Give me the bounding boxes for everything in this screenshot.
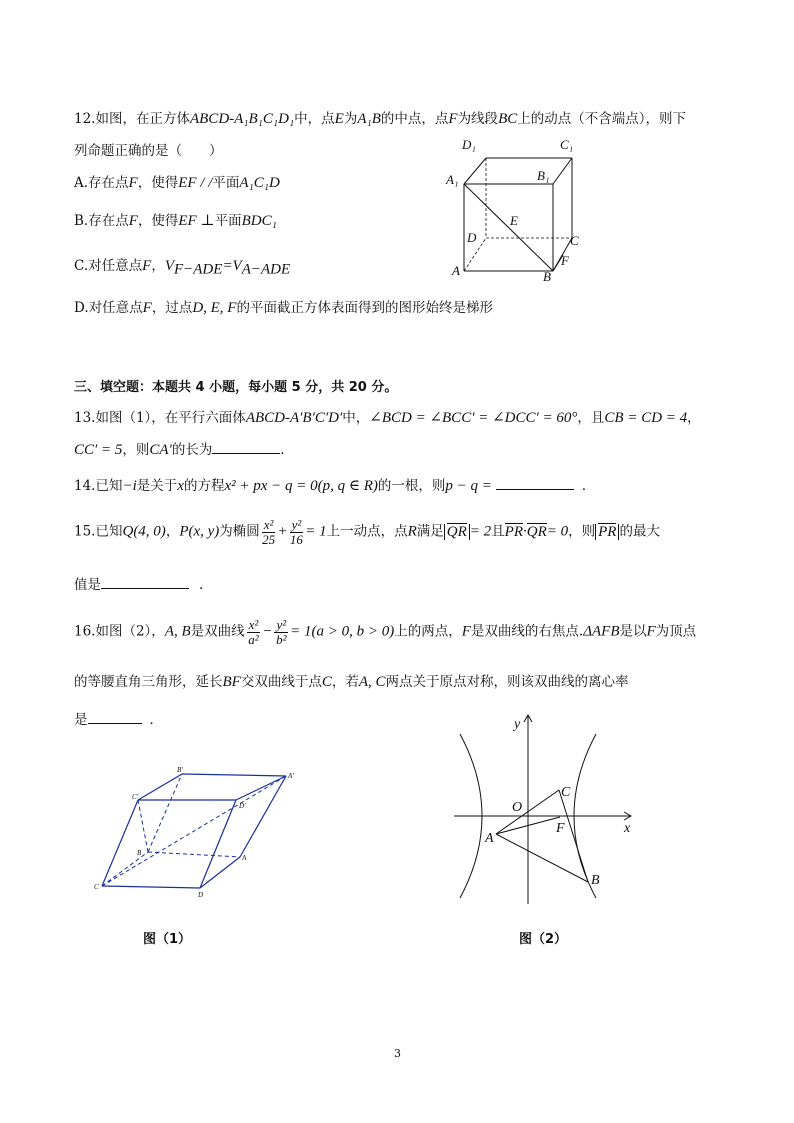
diagonal-ca1 [102, 776, 286, 886]
label-f: F [561, 253, 569, 268]
label-e: E [510, 213, 518, 228]
q12-stem-line2: 列命题正确的是（ ） [74, 143, 223, 159]
label: A [242, 854, 247, 862]
segment-cb [559, 790, 588, 882]
q15-line2: 值是 ． [74, 577, 213, 593]
label-a: A [485, 831, 494, 846]
fraction-y2-16: $\frac{\text{y²}}{16}$ [289, 517, 303, 547]
label-f: F [556, 821, 565, 836]
label: C [94, 883, 99, 891]
label: A′ [288, 772, 294, 780]
q12-option-d: D.对任意点F，过点D, E, F的平面截正方体表面得到的图形始终是梯形 [74, 300, 493, 316]
q12-option-c: C.对任意点F，$V_{F-ADE}=V_{A-ADE}$ [74, 258, 291, 278]
label: B [137, 849, 142, 857]
edge [182, 774, 286, 776]
label-d: D [467, 230, 477, 245]
hidden-edge [148, 852, 240, 857]
cube-figure [440, 132, 600, 284]
segment-ab [496, 834, 588, 882]
edge [240, 776, 286, 857]
cube-edge [464, 158, 486, 184]
cube-diagonal-a1b [464, 184, 553, 271]
label-b: B [591, 873, 600, 888]
figure-2-caption: 图（2） [519, 932, 568, 947]
label-o: O [512, 800, 523, 815]
label: B′ [177, 766, 183, 774]
label-y: y [514, 717, 521, 732]
label-a1: A₁ [446, 172, 459, 187]
label: C′ [132, 793, 139, 801]
figure-2-hyperbola [448, 710, 648, 906]
q13-line2: CC′ = 5，则CA′的长为 ． [74, 442, 294, 458]
label: D′ [239, 802, 246, 810]
label: D [198, 891, 204, 899]
fraction-x2-a2: $\frac{\text{x²}}{\text{a²}}$ [248, 617, 259, 647]
label-c: C [570, 233, 579, 248]
q15-line1: 15.已知Q(4, 0)，P(x, y)为椭圆 $\frac{\text{x²}}{25}$ + $\frac{\text{y²}}{16}$ = 1上一动点，点R满足 QR = 2且PR·QR= 0，则 PR 的最大 [74, 517, 660, 547]
label-a: A [452, 263, 460, 278]
q12-stem-line1: 12.如图，在正方体ABCD-A₁B₁C₁D₁中，点E为A₁B的中点，点F为线段BC上的动点（不含端点），则下 [74, 111, 686, 127]
q16-answer-blank[interactable] [88, 723, 142, 724]
q12-option-a: A.存在点F，使得EF / /平面A₁C₁D [74, 175, 280, 191]
q16-line2: 的等腰直角三角形，延长BF交双曲线于点C，若A, C两点关于原点对称，则该双曲线的离心率 [74, 674, 629, 690]
cube-edge [553, 158, 572, 184]
q12-option-b: B.存在点F，使得EF ⊥平面BDC₁ [74, 213, 277, 229]
edge [138, 774, 182, 800]
fraction-y2-b2: $\frac{\text{y²}}{\text{b²}}$ [276, 617, 287, 647]
fraction-x2-25: $\frac{\text{x²}}{25}$ [262, 517, 276, 547]
edge [102, 886, 200, 888]
label-b1: B₁ [537, 168, 550, 183]
figure-1-caption: 图（1） [143, 932, 192, 947]
q16-line3: 是 ． [74, 712, 163, 728]
label-c1: C₁ [560, 137, 574, 152]
hidden-edge [148, 774, 182, 852]
q16-line1: 16.如图（2），A, B是双曲线 $\frac{\text{x²}}{\text{a²}}$ − $\frac{\text{y²}}{\text{b²}}$ = 1(a > 0, b > 0)上的两点，F是双曲线的右焦点.ΔAFB是以F为顶点 [74, 617, 697, 647]
label-b: B [543, 269, 551, 284]
q14-answer-blank[interactable] [496, 489, 574, 490]
q13-answer-blank[interactable] [212, 453, 280, 454]
figure-1-parallelepiped [90, 762, 302, 902]
label-c: C [561, 785, 571, 800]
q13-line1: 13.如图（1），在平行六面体ABCD-A′B′C′D′中，∠BCD = ∠BCC′ = ∠DCC′ = 60°，且CB = CD = 4， [74, 410, 701, 426]
label-x: x [624, 821, 631, 836]
page-number: 3 [394, 1047, 401, 1060]
q15-answer-blank[interactable] [101, 588, 189, 589]
section-heading: 三、填空题：本题共 4 小题，每小题 5 分，共 20 分。 [74, 380, 398, 395]
label-d1: D₁ [462, 137, 476, 152]
segment [138, 800, 148, 852]
q14-line: 14.已知−i是关于x的方程x² + px − q = 0(p, q ∈ R)的一根，则p − q = ． [74, 478, 596, 494]
